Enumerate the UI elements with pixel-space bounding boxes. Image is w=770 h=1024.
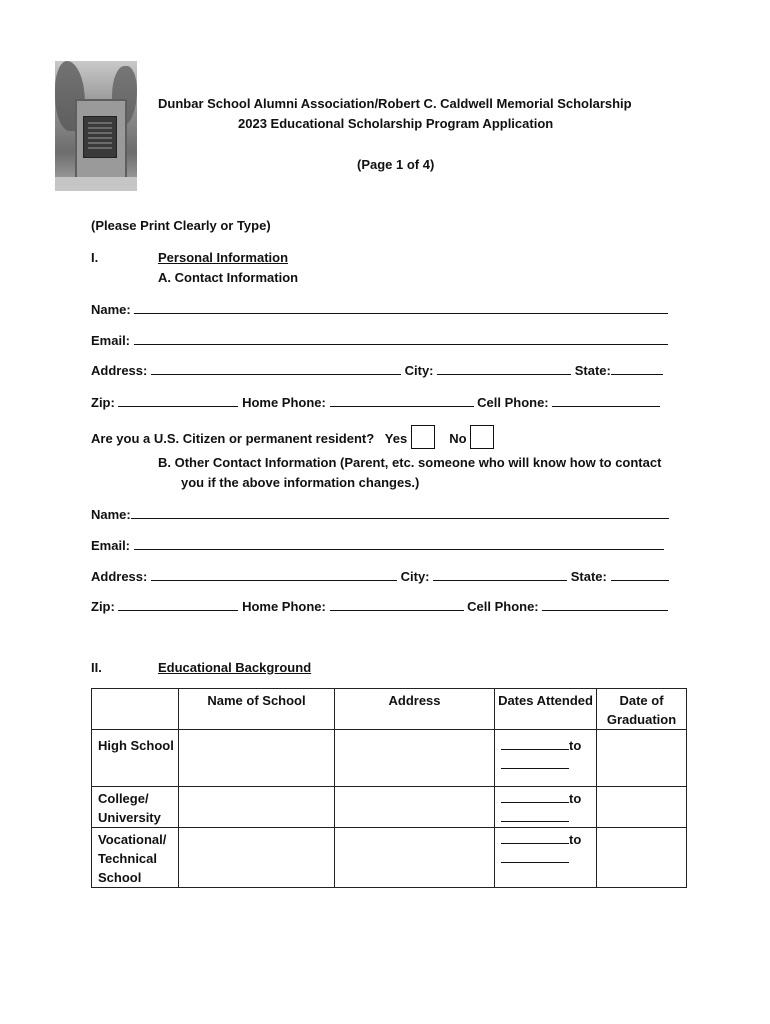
vocational-name-cell[interactable] — [179, 828, 335, 888]
name-row — [91, 301, 671, 317]
page-indicator: (Page 1 of 4) — [357, 157, 435, 172]
table-row — [92, 787, 687, 828]
cell-phone-label: Cell Phone: — [477, 395, 549, 410]
row-label-vocational: Vocational/ Technical School — [92, 828, 179, 888]
subsection-b-subtext: you if the above information changes.) — [181, 475, 420, 490]
email-row — [91, 332, 671, 348]
cell-phone-field[interactable] — [552, 394, 660, 407]
other-name-row — [91, 506, 671, 522]
email-label: Email: — [91, 333, 131, 348]
table-header-row — [92, 689, 687, 730]
vocational-graduation-cell[interactable] — [597, 828, 687, 888]
other-state-field[interactable] — [611, 568, 669, 581]
city-label: City: — [404, 363, 434, 378]
print-instruction: (Please Print Clearly or Type) — [91, 218, 271, 233]
vocational-dates-cell[interactable]: to — [495, 828, 597, 888]
home-phone-label: Home Phone: — [242, 395, 326, 410]
college-graduation-cell[interactable] — [597, 787, 687, 828]
col-date-of-graduation: Date of Graduation — [597, 689, 687, 730]
home-phone-field[interactable] — [330, 394, 474, 407]
row-label-college: College/ University — [92, 787, 179, 828]
other-zip-label: Zip: — [91, 599, 115, 614]
form-title-line1: Dunbar School Alumni Association/Robert C. Caldwell Memorial Scholarship — [158, 96, 632, 111]
table-row — [92, 828, 687, 888]
state-label: State: — [574, 363, 611, 378]
college-address-cell[interactable] — [335, 787, 495, 828]
other-address-label: Address: — [91, 569, 148, 584]
citizen-row — [91, 425, 494, 449]
other-email-row — [91, 537, 671, 553]
row-label-high-school: High School — [92, 730, 179, 787]
zip-field[interactable] — [118, 394, 238, 407]
email-field[interactable] — [134, 332, 668, 345]
vocational-address-cell[interactable] — [335, 828, 495, 888]
section2-numeral: II. — [91, 660, 102, 675]
high-school-address-cell[interactable] — [335, 730, 495, 787]
other-name-label: Name: — [91, 507, 131, 522]
monument-photo — [55, 61, 137, 191]
address-field[interactable] — [151, 362, 401, 375]
table-row — [92, 730, 687, 787]
other-address-field[interactable] — [151, 568, 397, 581]
address-row — [91, 362, 671, 378]
other-city-field[interactable] — [433, 568, 567, 581]
col-dates-attended: Dates Attended — [495, 689, 597, 730]
other-email-field[interactable] — [134, 537, 664, 550]
other-home-phone-field[interactable] — [330, 598, 464, 611]
other-cell-phone-label: Cell Phone: — [467, 599, 539, 614]
college-name-cell[interactable] — [179, 787, 335, 828]
other-address-row — [91, 568, 671, 584]
other-city-label: City: — [400, 569, 430, 584]
other-name-field[interactable] — [131, 506, 669, 519]
other-home-phone-label: Home Phone: — [242, 599, 326, 614]
other-state-label: State: — [570, 569, 607, 584]
no-checkbox[interactable] — [470, 425, 494, 449]
other-cell-phone-field[interactable] — [542, 598, 668, 611]
form-title-line2: 2023 Educational Scholarship Program Application — [238, 116, 554, 131]
citizen-question: Are you a U.S. Citizen or permanent resident? — [91, 431, 375, 446]
name-field[interactable] — [134, 301, 668, 314]
college-dates-cell[interactable]: to — [495, 787, 597, 828]
section1-numeral: I. — [91, 250, 99, 265]
subsection-b-heading: B. Other Contact Information (Parent, etc. someone who will know how to contact — [158, 455, 662, 470]
yes-label: Yes — [384, 431, 408, 446]
high-school-dates-cell[interactable]: to — [495, 730, 597, 787]
address-label: Address: — [91, 363, 148, 378]
col-name-of-school: Name of School — [179, 689, 335, 730]
high-school-graduation-cell[interactable] — [597, 730, 687, 787]
state-field[interactable] — [611, 362, 663, 375]
phone-row — [91, 394, 671, 410]
section1-heading: Personal Information — [158, 250, 289, 265]
education-table — [91, 688, 687, 888]
other-phone-row — [91, 598, 671, 614]
no-label: No — [449, 431, 467, 446]
other-email-label: Email: — [91, 538, 131, 553]
col-address: Address — [335, 689, 495, 730]
section2-heading: Educational Background — [158, 660, 312, 675]
name-label: Name: — [91, 302, 131, 317]
yes-checkbox[interactable] — [411, 425, 435, 449]
high-school-name-cell[interactable] — [179, 730, 335, 787]
city-field[interactable] — [437, 362, 571, 375]
subsection-a-heading: A. Contact Information — [158, 270, 299, 285]
other-zip-field[interactable] — [118, 598, 238, 611]
zip-label: Zip: — [91, 395, 115, 410]
